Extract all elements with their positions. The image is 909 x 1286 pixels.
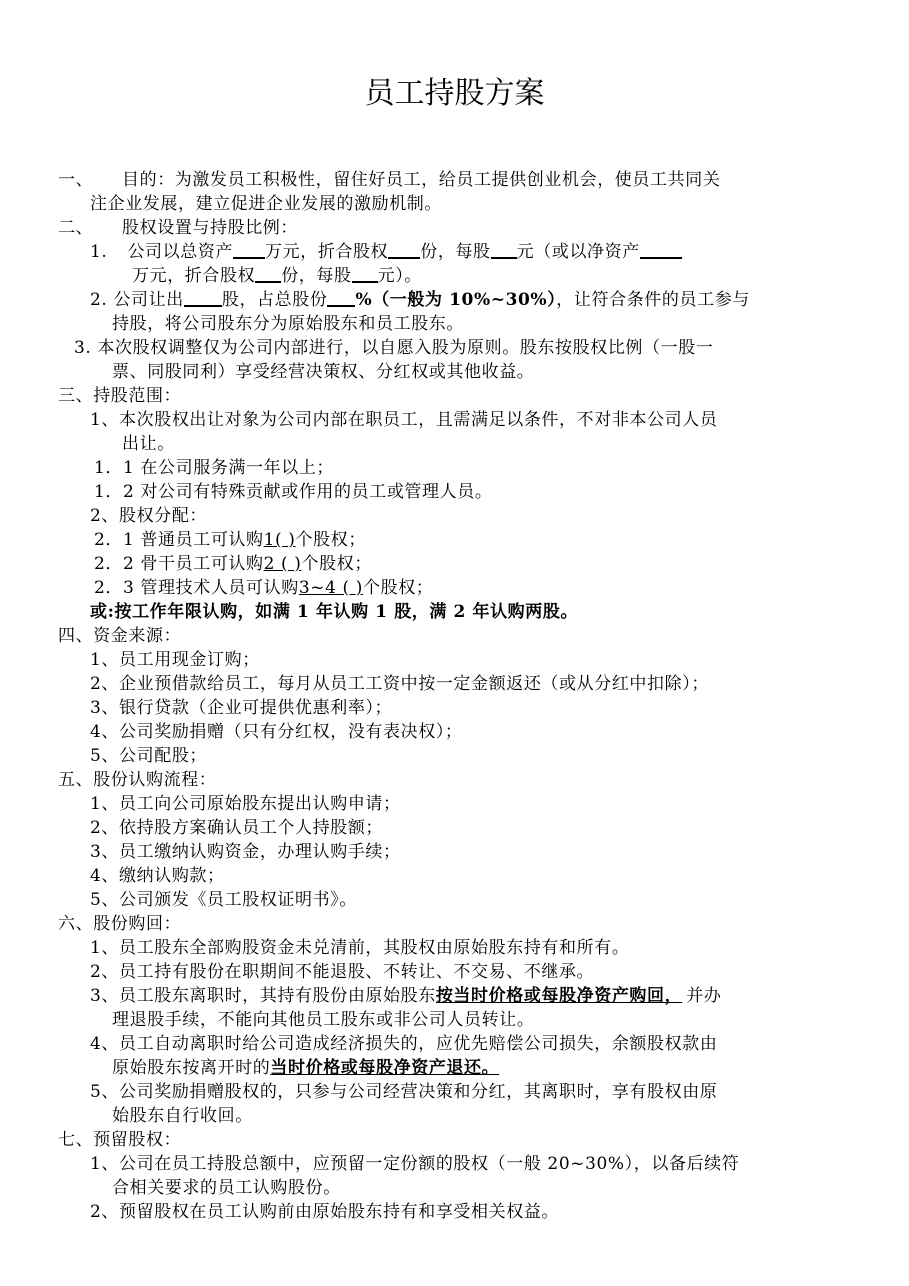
text: 万元，折合股权 bbox=[132, 266, 256, 286]
section-2-item-1-line-1 bbox=[90, 240, 682, 264]
section-7-item-1-line-2: 合相关要求的员工认购股份。 bbox=[112, 1178, 341, 1198]
section-3-clause-1-1: 1．1 在公司服务满一年以上； bbox=[94, 458, 335, 478]
section-3-clause-2-1 bbox=[94, 528, 366, 552]
underlined-amount: 2 ( ) bbox=[263, 554, 302, 574]
text: 元）。 bbox=[377, 266, 422, 286]
text: 万元，折合股权 bbox=[265, 242, 389, 262]
text: 2．3 管理技术人员可认购 bbox=[94, 578, 299, 598]
text: 份，每股 bbox=[420, 242, 491, 262]
buyback-price-clause: 按当时价格或每股净资产购回， bbox=[435, 986, 683, 1006]
blank-price-2 bbox=[352, 265, 378, 283]
section-1-number: 一、 bbox=[58, 170, 94, 190]
text: 本次股权调整仅为公司内部进行，以自愿入股为原则。股东按股权比例（一股一 bbox=[97, 338, 714, 358]
text: 公司以总资产 bbox=[127, 242, 234, 262]
section-7-item-1-line-1: 1、公司在员工持股总额中，应预留一定份额的股权（一般 20~30%），以备后续符 bbox=[90, 1154, 740, 1174]
section-4-heading: 四、资金来源： bbox=[58, 626, 182, 646]
text: 2．2 骨干员工可认购 bbox=[94, 554, 264, 574]
section-3-item-2: 2、股权分配： bbox=[90, 506, 208, 526]
text: 元（或以净资产 bbox=[516, 242, 640, 262]
section-1-line-2: 注企业发展，建立促进企业发展的激励机制。 bbox=[90, 194, 442, 214]
refund-price-clause: 当时价格或每股净资产退还。 bbox=[270, 1058, 500, 1078]
blank-offered-shares bbox=[184, 289, 222, 307]
text: 份，每股 bbox=[281, 266, 352, 286]
section-6-item-3-line-1 bbox=[90, 984, 721, 1008]
section-6-heading: 六、股份购回： bbox=[58, 914, 182, 934]
section-6-item-4-line-1: 4、员工自动离职时给公司造成经济损失的，应优先赔偿公司损失，余额股权款由 bbox=[90, 1034, 718, 1054]
section-3-item-1-line-2: 出让。 bbox=[122, 434, 175, 454]
section-5-item-2: 2、依持股方案确认员工个人持股额； bbox=[90, 818, 384, 838]
text: 股，占总股份 bbox=[221, 290, 328, 310]
item-number: 1. bbox=[90, 242, 108, 262]
percent-range-note: %（一般为 10%~30%） bbox=[355, 290, 557, 310]
section-3-item-1-line-1: 1、本次股权出让对象为公司内部在职员工，且需满足以条件，不对非本公司人员 bbox=[90, 410, 718, 430]
section-2-item-1-line-2 bbox=[132, 264, 422, 288]
underlined-amount: 1( ) bbox=[263, 530, 296, 550]
section-7-item-2: 2、预留股权在员工认购前由原始股东持有和享受相关权益。 bbox=[90, 1202, 560, 1222]
section-5-heading: 五、股份认购流程： bbox=[58, 770, 217, 790]
blank-net-assets bbox=[640, 241, 682, 259]
text: 公司让出 bbox=[113, 290, 184, 310]
text: 个股权； bbox=[363, 578, 434, 598]
section-2-item-2-line-2: 持股，将公司股东分为原始股东和员工股东。 bbox=[112, 314, 464, 334]
section-5-item-1: 1、员工向公司原始股东提出认购申请； bbox=[90, 794, 401, 814]
section-6-item-5-line-2: 始股东自行收回。 bbox=[112, 1106, 253, 1126]
text: 2．1 普通员工可认购 bbox=[94, 530, 264, 550]
text: 个股权； bbox=[301, 554, 372, 574]
section-6-item-1: 1、员工股东全部购股资金未兑清前，其股权由原始股东持有和所有。 bbox=[90, 938, 630, 958]
section-2-item-3-line-2: 票、同股同利）享受经营决策权、分红权或其他收益。 bbox=[112, 362, 535, 382]
section-6-item-5-line-1: 5、公司奖励捐赠股权的，只参与公司经营决策和分红，其离职时，享有股权由原 bbox=[90, 1082, 718, 1102]
item-number: 2. bbox=[90, 290, 108, 310]
section-6-item-3-line-2: 理退股手续，不能向其他员工股东或非公司人员转让。 bbox=[112, 1010, 535, 1030]
section-6-item-2: 2、员工持有股份在职期间不能退股、不转让、不交易、不继承。 bbox=[90, 962, 595, 982]
section-3-clause-2-3 bbox=[94, 576, 433, 600]
section-5-item-3: 3、员工缴纳认购资金，办理认购手续； bbox=[90, 842, 401, 862]
text: 个股权； bbox=[295, 530, 366, 550]
section-3-clause-1-2: 1．2 对公司有特殊贡献或作用的员工或管理人员。 bbox=[94, 482, 493, 502]
section-5-item-5: 5、公司颁发《员工股权证明书》。 bbox=[90, 890, 357, 910]
section-2-heading: 股权设置与持股比例： bbox=[122, 218, 298, 238]
document-title: 员工持股方案 bbox=[364, 76, 545, 111]
section-7-heading: 七、预留股权： bbox=[58, 1130, 182, 1150]
text: ，让符合条件的员工参与 bbox=[556, 290, 750, 310]
text: 原始股东按离开时的 bbox=[112, 1058, 271, 1078]
section-4-item-3: 3、银行贷款（企业可提供优惠利率）； bbox=[90, 698, 393, 718]
section-5-item-4: 4、缴纳认购款； bbox=[90, 866, 225, 886]
blank-shares bbox=[388, 241, 420, 259]
section-6-item-4-line-2 bbox=[112, 1056, 499, 1080]
blank-shares-2 bbox=[255, 265, 281, 283]
blank-price bbox=[491, 241, 517, 259]
section-4-item-4: 4、公司奖励捐赠（只有分红权，没有表决权）； bbox=[90, 722, 463, 742]
blank-percent bbox=[327, 289, 355, 307]
section-1-line-1: 目的：为激发员工积极性，留住好员工，给员工提供创业机会，使员工共同关 bbox=[122, 170, 721, 190]
text: 并办 bbox=[686, 986, 722, 1006]
section-3-heading: 三、持股范围： bbox=[58, 386, 182, 406]
section-4-item-1: 1、员工用现金订购； bbox=[90, 650, 260, 670]
item-number: 3. bbox=[74, 338, 92, 358]
section-2-item-3-line-1 bbox=[74, 336, 713, 360]
blank-total-assets bbox=[233, 241, 265, 259]
text: 3、员工股东离职时，其持有股份由原始股东 bbox=[90, 986, 436, 1006]
section-2-number: 二、 bbox=[58, 218, 94, 238]
section-4-item-5: 5、公司配股； bbox=[90, 746, 208, 766]
section-2-item-2-line-1 bbox=[90, 288, 750, 312]
section-3-alternative-note: 或:按工作年限认购，如满 1 年认购 1 股，满 2 年认购两股。 bbox=[90, 602, 579, 622]
section-3-clause-2-2 bbox=[94, 552, 372, 576]
section-4-item-2: 2、企业预借款给员工，每月从员工工资中按一定金额返还（或从分红中扣除）； bbox=[90, 674, 709, 694]
underlined-amount: 3~4 ( ) bbox=[298, 578, 363, 598]
